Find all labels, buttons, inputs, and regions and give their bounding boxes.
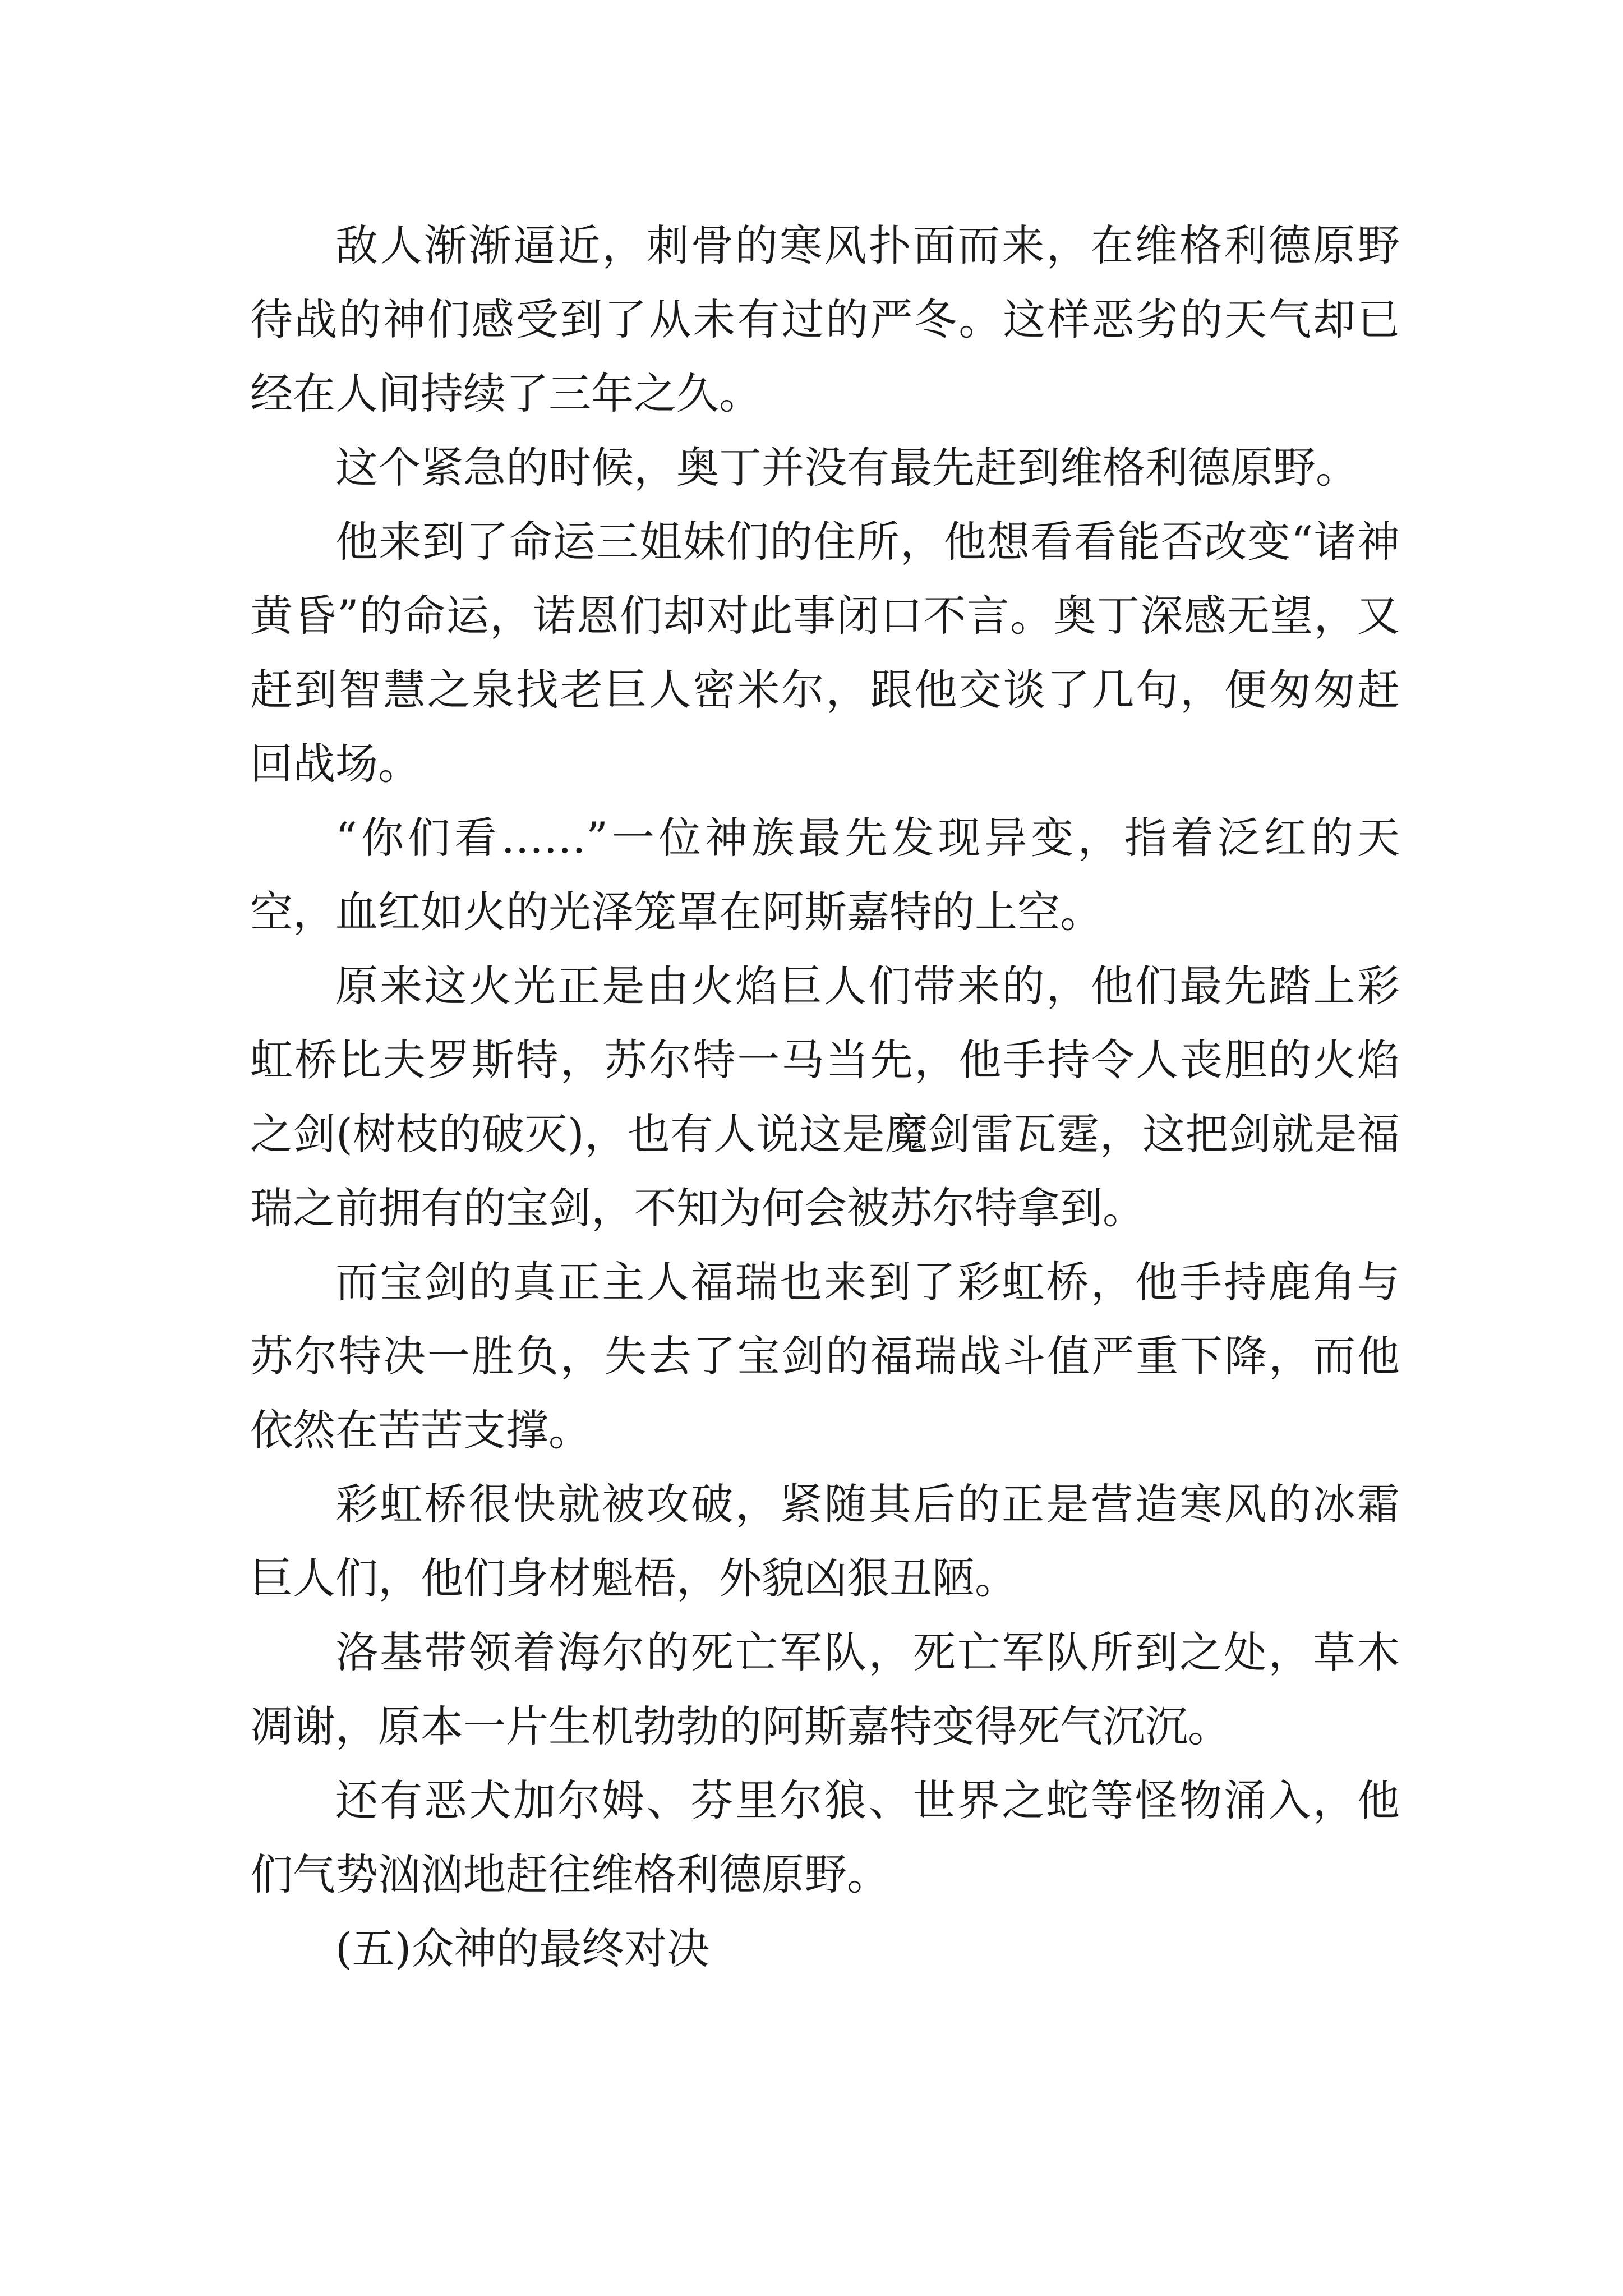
paragraph: 洛基带领着海尔的死亡军队，死亡军队所到之处，草木凋谢，原本一片生机勃勃的阿斯嘉特变得死气沉沉。 [250, 1627, 1400, 1751]
paragraph: 敌人渐渐逼近，刺骨的寒风扑面而来，在维格利德原野待战的神们感受到了从未有过的严冬。这样恶劣的天气却已经在人间持续了三年之久。 [250, 220, 1400, 418]
section-heading: (五)众神的最终对决 [335, 1924, 710, 1973]
paragraph: “你们看……”一位神族最先发现异变，指着泛红的天空，血红如火的光泽笼罩在阿斯嘉特的上空。 [250, 813, 1400, 937]
paragraph: 他来到了命运三姐妹们的住所，他想看看能否改变“诸神黄昏”的命运，诺恩们却对此事闭口不言。奥丁深感无望，又赶到智慧之泉找老巨人密米尔，跟他交谈了几句，便匆匆赶回战场。 [250, 517, 1400, 789]
paragraph: 原来这火光正是由火焰巨人们带来的，他们最先踏上彩虹桥比夫罗斯特，苏尔特一马当先，他手持令人丧胆的火焰之剑(树枝的破灭)，也有人说这是魔剑雷瓦霆，这把剑就是福瑞之前拥有的宝剑，不知为何会被苏尔特拿到。 [250, 961, 1400, 1233]
paragraph: 彩虹桥很快就被攻破，紧随其后的正是营造寒风的冰霜巨人们，他们身材魁梧，外貌凶狠丑陋。 [250, 1479, 1400, 1603]
body-text [250, 209, 1400, 1986]
paragraph: 这个紧急的时候，奥丁并没有最先赶到维格利德原野。 [335, 443, 1358, 493]
paragraph: 还有恶犬加尔姆、芬里尔狼、世界之蛇等怪物涌入，他们气势汹汹地赶往维格利德原野。 [250, 1775, 1400, 1899]
paragraph: 而宝剑的真正主人福瑞也来到了彩虹桥，他手持鹿角与苏尔特决一胜负，失去了宝剑的福瑞战斗值严重下降，而他依然在苦苦支撑。 [250, 1257, 1400, 1455]
